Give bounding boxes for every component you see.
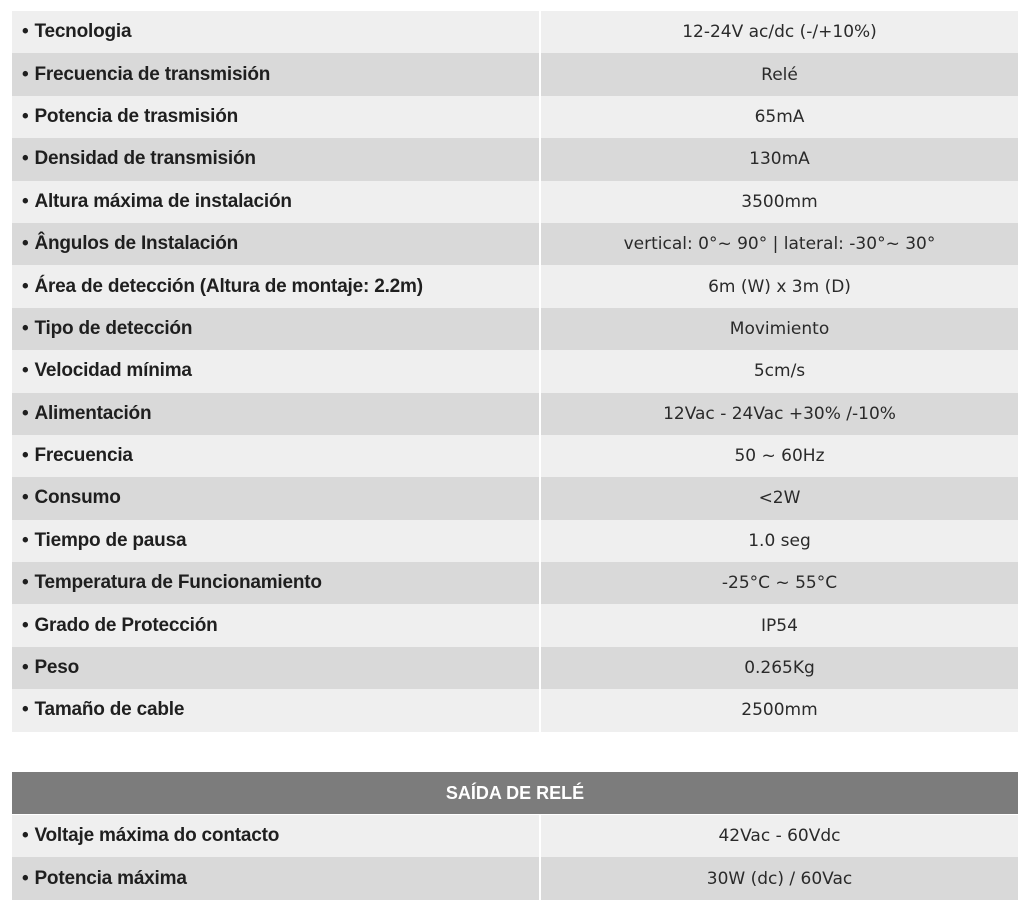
spec-value: 30W (dc) / 60Vac: [539, 857, 1018, 899]
spec-label: Altura máxima de instalación: [34, 190, 292, 212]
spec-value: vertical: 0°~ 90° | lateral: -30°~ 30°: [539, 223, 1018, 265]
spec-value: 2500mm: [539, 689, 1018, 731]
spec-label-cell: [12, 435, 539, 477]
spec-label: Área de detección (Altura de montaje: 2.2m): [34, 275, 423, 297]
bullet-icon: •: [22, 657, 29, 679]
table-row: [12, 53, 1018, 95]
bullet-icon: •: [22, 825, 29, 847]
spec-value: -25°C ~ 55°C: [539, 562, 1018, 604]
bullet-icon: •: [22, 21, 29, 43]
spec-label: Voltaje máxima do contacto: [34, 825, 280, 847]
bullet-icon: •: [22, 699, 29, 721]
table-row: [12, 11, 1018, 53]
spec-label: Peso: [34, 657, 80, 679]
table-row: [12, 223, 1018, 265]
spec-label-cell: [12, 53, 539, 95]
table-row: [12, 477, 1018, 519]
bullet-icon: •: [22, 529, 29, 551]
spec-label-cell: [12, 604, 539, 646]
spec-label: Potencia máxima: [34, 867, 187, 889]
specifications-table: [12, 11, 1018, 732]
table-row: [12, 393, 1018, 435]
table-row: [12, 350, 1018, 392]
spec-label: Tamaño de cable: [34, 699, 185, 721]
spec-label-cell: [12, 689, 539, 731]
bullet-icon: •: [22, 360, 29, 382]
bullet-icon: •: [22, 105, 29, 127]
spec-value: 5cm/s: [539, 350, 1018, 392]
bullet-icon: •: [22, 317, 29, 339]
spec-value: 12-24V ac/dc (-/+10%): [539, 11, 1018, 53]
table-row: [12, 265, 1018, 307]
spec-value: 3500mm: [539, 181, 1018, 223]
spec-value: 12Vac - 24Vac +30% /-10%: [539, 393, 1018, 435]
spec-value: 6m (W) x 3m (D): [539, 265, 1018, 307]
spec-value: Movimiento: [539, 308, 1018, 350]
spec-label: Tecnologia: [34, 21, 132, 43]
spec-label-cell: [12, 477, 539, 519]
spec-label: Frecuencia: [34, 445, 133, 467]
spec-label-cell: [12, 11, 539, 53]
bullet-icon: •: [22, 63, 29, 85]
bullet-icon: •: [22, 487, 29, 509]
spec-label-cell: [12, 138, 539, 180]
table-row: [12, 562, 1018, 604]
table-row: [12, 96, 1018, 138]
spec-label: Ângulos de Instalación: [34, 233, 239, 255]
table-row: [12, 689, 1018, 731]
bullet-icon: •: [22, 614, 29, 636]
bullet-icon: •: [22, 233, 29, 255]
spec-label-cell: [12, 647, 539, 689]
table-row: [12, 815, 1018, 857]
spec-value: IP54: [539, 604, 1018, 646]
spec-value: 1.0 seg: [539, 520, 1018, 562]
table-row: [12, 857, 1018, 899]
bullet-icon: •: [22, 572, 29, 594]
spec-label: Tipo de detección: [34, 317, 193, 339]
table-row: [12, 308, 1018, 350]
table-row: [12, 435, 1018, 477]
spec-value: 0.265Kg: [539, 647, 1018, 689]
relay-rows: [12, 815, 1018, 900]
spec-label-cell: [12, 393, 539, 435]
bullet-icon: •: [22, 148, 29, 170]
spec-label-cell: [12, 308, 539, 350]
spec-label: Densidad de transmisión: [34, 148, 256, 170]
spec-label: Tiempo de pausa: [34, 529, 187, 551]
spec-value: 42Vac - 60Vdc: [539, 815, 1018, 857]
spec-label-cell: [12, 520, 539, 562]
table-row: [12, 181, 1018, 223]
spec-label-cell: [12, 223, 539, 265]
spec-label: Temperatura de Funcionamiento: [34, 572, 322, 594]
spec-label-cell: [12, 562, 539, 604]
spec-label-cell: [12, 815, 539, 857]
spec-label: Alimentación: [34, 402, 152, 424]
spec-value: 50 ~ 60Hz: [539, 435, 1018, 477]
relay-output-table: [12, 772, 1018, 900]
table-row: [12, 520, 1018, 562]
spec-label: Consumo: [34, 487, 121, 509]
spec-value: <2W: [539, 477, 1018, 519]
spec-label-cell: [12, 96, 539, 138]
spec-label: Grado de Protección: [34, 614, 218, 636]
table-row: [12, 604, 1018, 646]
bullet-icon: •: [22, 402, 29, 424]
spec-label-cell: [12, 265, 539, 307]
bullet-icon: •: [22, 867, 29, 889]
bullet-icon: •: [22, 275, 29, 297]
table-row: [12, 138, 1018, 180]
relay-section-header: [12, 772, 1018, 814]
spec-label: Potencia de trasmisión: [34, 105, 239, 127]
spec-label-cell: [12, 350, 539, 392]
spec-value: 130mA: [539, 138, 1018, 180]
bullet-icon: •: [22, 190, 29, 212]
spec-label-cell: [12, 181, 539, 223]
spec-value: 65mA: [539, 96, 1018, 138]
bullet-icon: •: [22, 445, 29, 467]
relay-section-title: SAÍDA DE RELÉ: [445, 782, 585, 803]
spec-value: Relé: [539, 53, 1018, 95]
spec-label-cell: [12, 857, 539, 899]
table-row: [12, 647, 1018, 689]
spec-label: Frecuencia de transmisión: [34, 63, 271, 85]
spec-label: Velocidad mínima: [34, 360, 192, 382]
